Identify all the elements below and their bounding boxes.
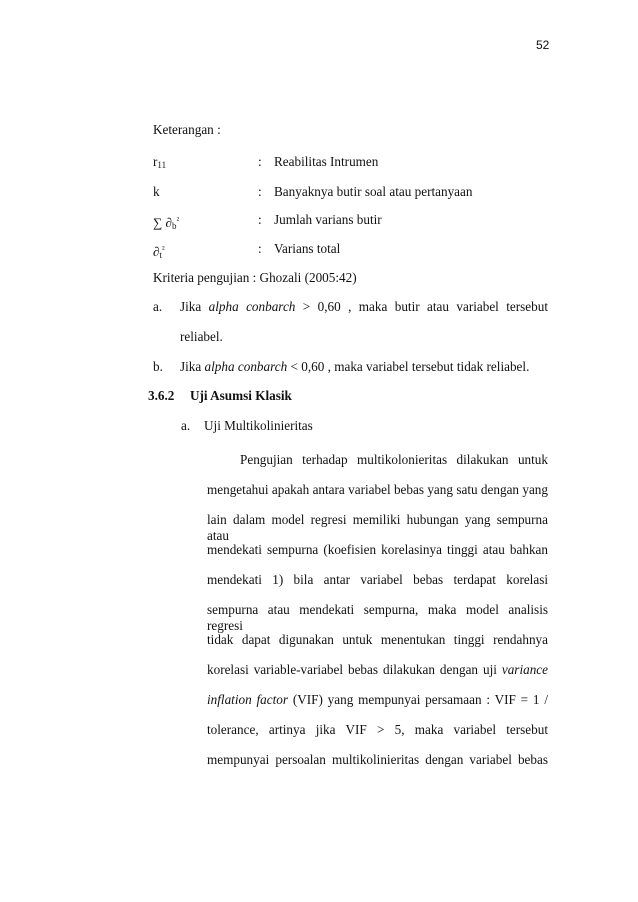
- subsection-marker: a.: [181, 418, 191, 433]
- list-item-a: Jika alpha conbarch > 0,60 , maka butir atau variabel tersebut: [180, 299, 548, 314]
- symbol-sum-varians-butir: ∑ $\partial_b^{^2}$: [153, 215, 180, 231]
- paragraph-line: tolerance, artinya jika VIF > 5, maka variabel tersebut: [207, 722, 548, 737]
- paragraph-line: Pengujian terhadap multikolonieritas dilakukan untuk: [240, 452, 548, 467]
- section-title: Uji Asumsi Klasik: [190, 388, 292, 403]
- paragraph-line: mendekati sempurna (koefisien korelasinya tinggi atau bahkan: [207, 542, 548, 557]
- desc-k: Banyaknya butir soal atau pertanyaan: [274, 184, 473, 199]
- paragraph-line: tidak dapat digunakan untuk menentukan tinggi rendahnya: [207, 632, 548, 647]
- desc-varians-total: Varians total: [274, 241, 341, 256]
- desc-varians-butir: Jumlah varians butir: [274, 212, 382, 227]
- paragraph-line: mengetahui apakah antara variabel bebas yang satu dengan yang: [207, 482, 548, 497]
- paragraph-line: lain dalam model regresi memiliki hubungan yang sempurna atau: [207, 512, 548, 543]
- paragraph-line: mendekati 1) bila antar variabel bebas terdapat korelasi: [207, 572, 548, 587]
- colon: :: [258, 241, 262, 256]
- colon: :: [258, 184, 262, 199]
- colon: :: [258, 212, 262, 227]
- paragraph-line: korelasi variable-variabel bebas dilakukan dengan uji variance: [207, 662, 548, 677]
- kriteria-pengujian: Kriteria pengujian : Ghozali (2005:42): [153, 270, 357, 285]
- list-item-b: Jika alpha conbarch < 0,60 , maka variabel tersebut tidak reliabel.: [180, 359, 530, 374]
- list-item-a-cont: reliabel.: [180, 329, 223, 344]
- paragraph-line: inflation factor (VIF) yang mempunyai persamaan : VIF = 1 /: [207, 692, 548, 707]
- page-number: 52: [536, 38, 550, 52]
- paragraph-line: sempurna atau mendekati sempurna, maka model analisis regresi: [207, 602, 548, 633]
- symbol-k: k: [153, 184, 160, 199]
- list-marker-a: a.: [153, 299, 163, 314]
- subsection-title: Uji Multikolinieritas: [204, 418, 313, 433]
- list-marker-b: b.: [153, 359, 163, 374]
- section-number: 3.6.2: [148, 388, 175, 403]
- paragraph-line: mempunyai persoalan multikolinieritas dengan variabel bebas: [207, 752, 548, 767]
- symbol-varians-total: $\partial_t^{^2}$: [153, 244, 165, 260]
- symbol-r11: $r_{11}$: [153, 154, 167, 170]
- keterangan-heading: Keterangan :: [153, 122, 221, 137]
- colon: :: [258, 154, 262, 169]
- desc-r11: Reabilitas Intrumen: [274, 154, 379, 169]
